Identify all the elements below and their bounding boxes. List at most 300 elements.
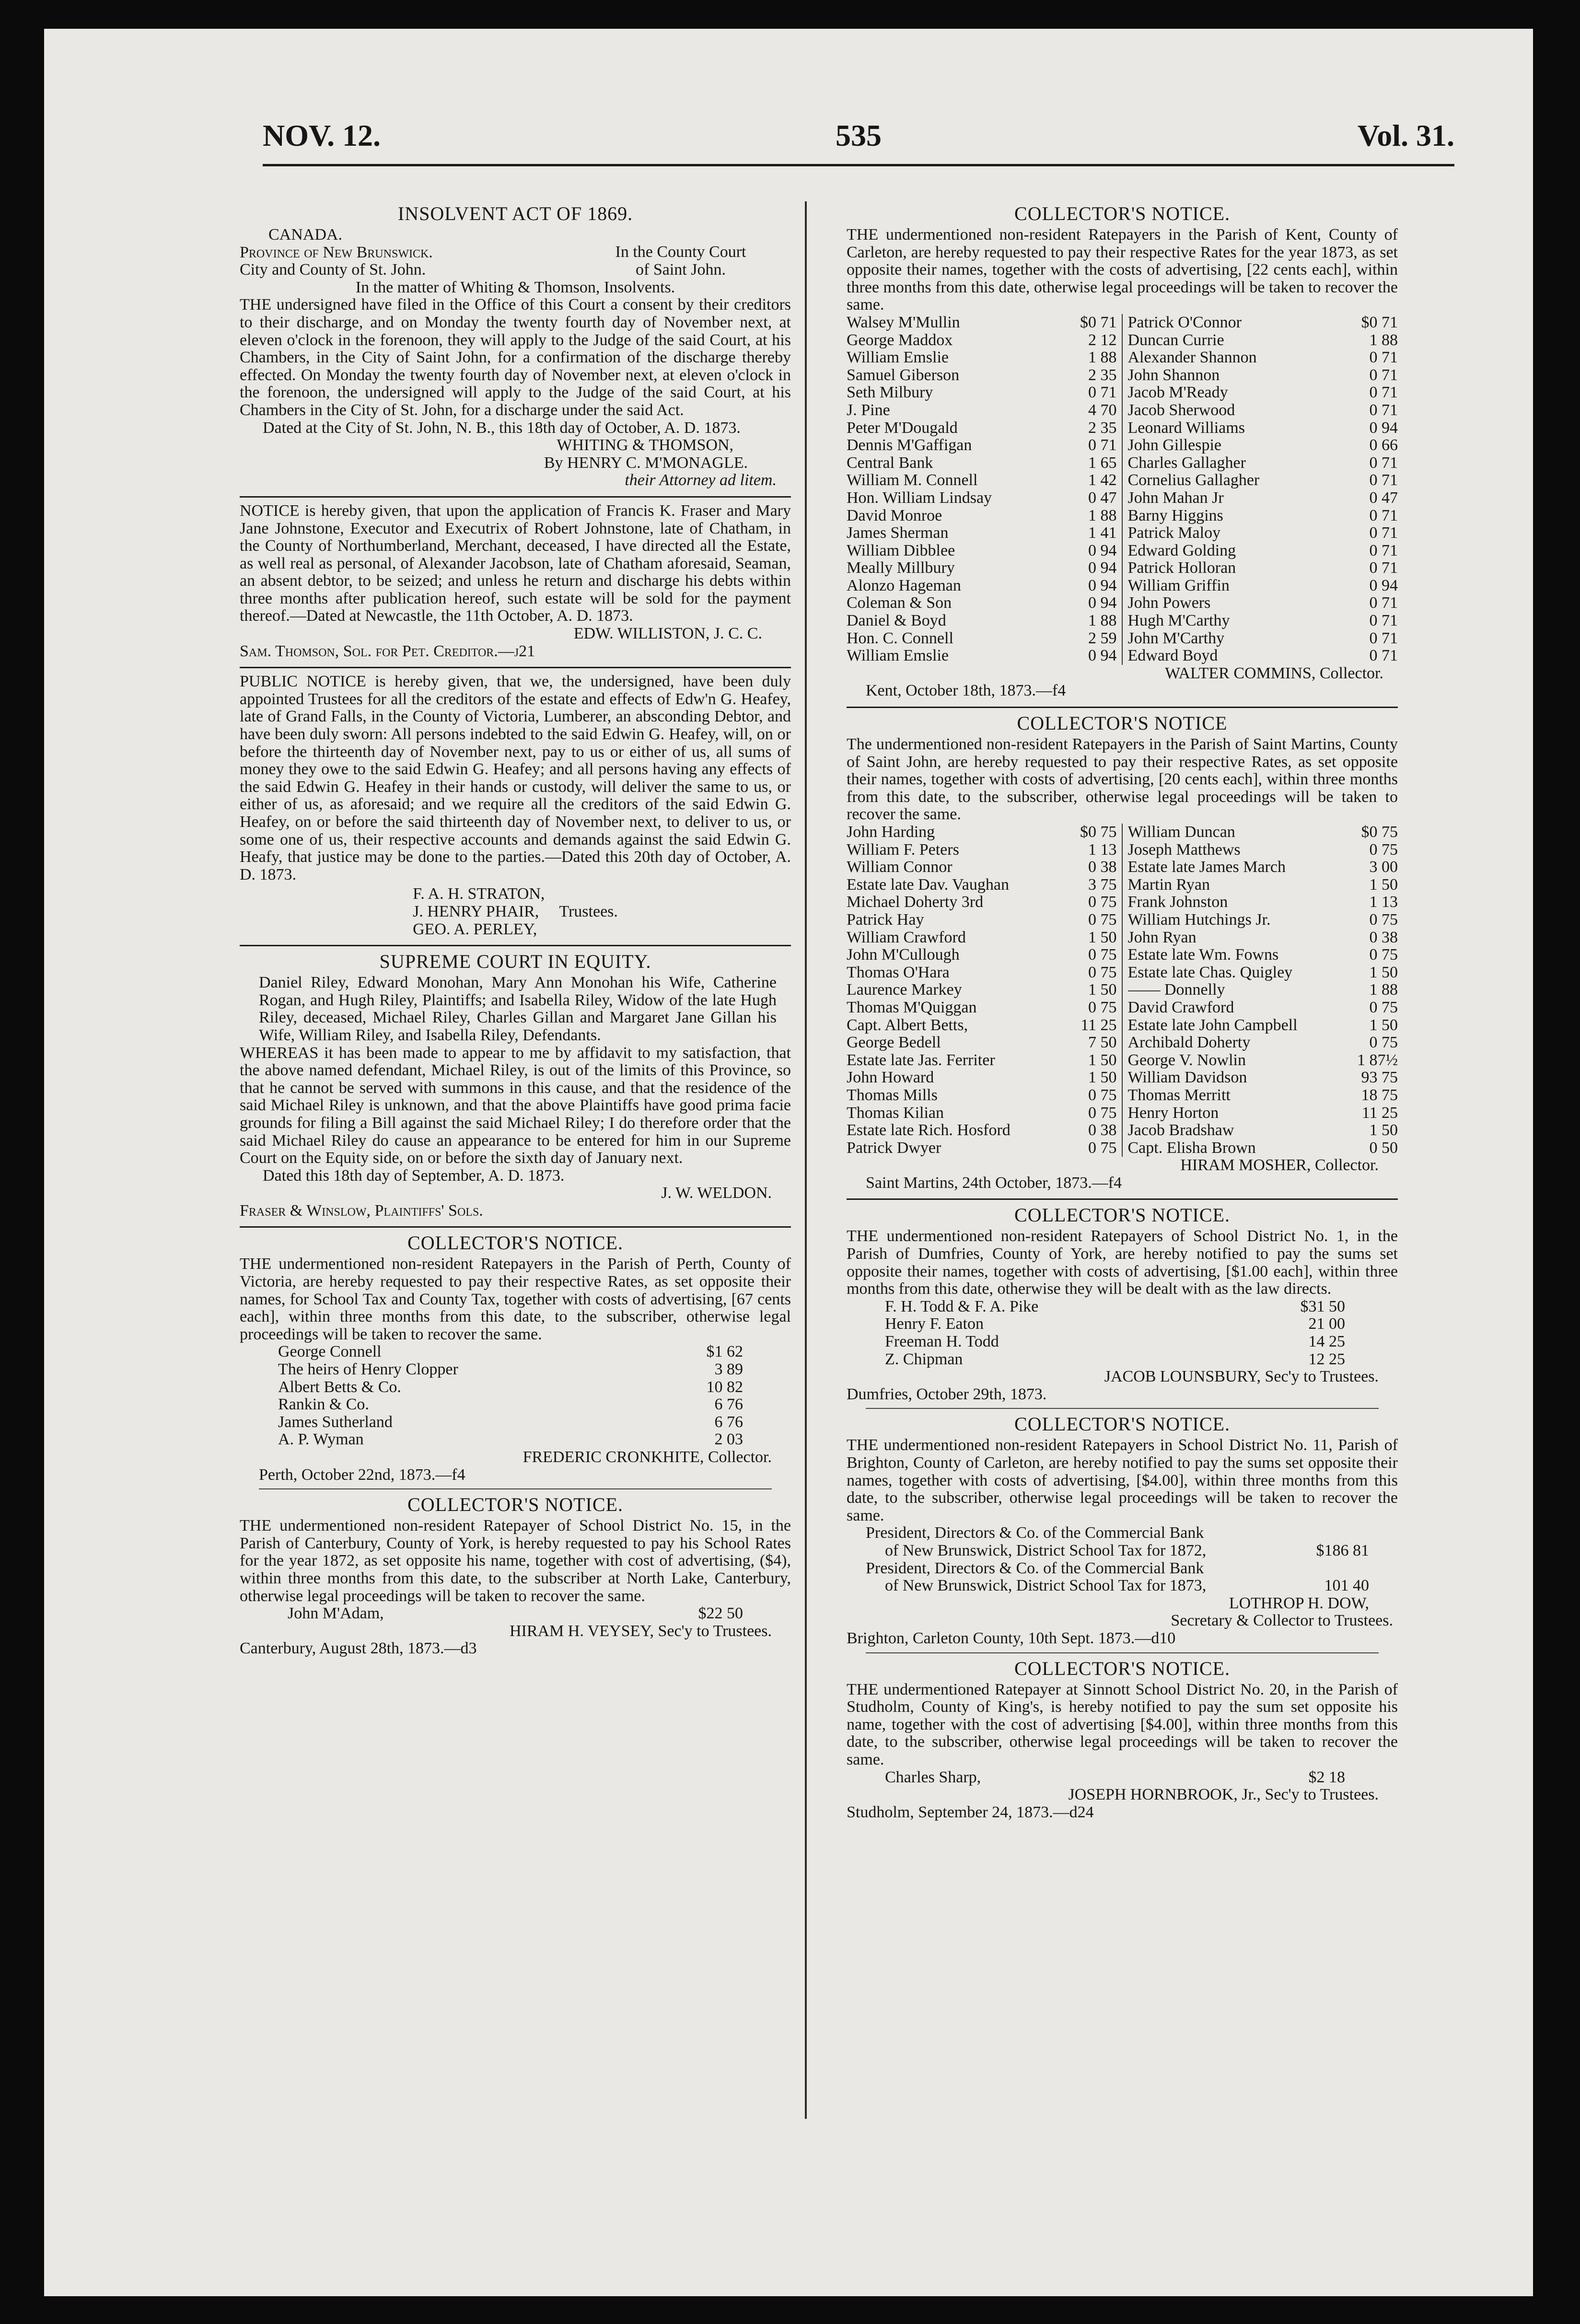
ratepayer-amount: 0 94 [1088, 647, 1117, 665]
ratepayer-name: Leonard Williams [1127, 419, 1245, 437]
supreme-sig: J. W. WELDON. [661, 1184, 772, 1202]
ratepayer-amount: $0 75 [1080, 823, 1117, 841]
dumfries-title: COLLECTOR'S NOTICE. [1014, 1204, 1230, 1226]
dumfries-notice [847, 1205, 1398, 1403]
ratepayer-name: Joseph Matthews [1127, 841, 1241, 859]
ratepayer-name: Patrick Hay [847, 911, 924, 929]
dumfries-sig: JACOB LOUNSBURY, Sec'y to Trustees. [1104, 1368, 1379, 1386]
ratepayer-amount: 0 38 [1369, 928, 1398, 946]
ratepayer-name: Thomas Kilian [847, 1104, 944, 1122]
table-row [1128, 981, 1398, 999]
ratepayer-name: John Mahan Jr [1127, 489, 1224, 507]
ratepayer-amount: 0 71 [1369, 349, 1398, 367]
perth-dated: Perth, October 22nd, 1873.—f4 [259, 1465, 465, 1484]
ratepayer-name: William M. Connell [847, 472, 978, 489]
table-row [1128, 367, 1398, 384]
ratepayer-name: Thomas Mills [847, 1086, 938, 1104]
canterbury-notice [240, 1494, 791, 1658]
ratepayer-amount: 0 71 [1369, 559, 1398, 577]
section-rule [240, 945, 791, 946]
ratepayer-name: William Emslie [847, 349, 949, 367]
list-item: Albert Betts & Co. 10 82 [278, 1378, 743, 1396]
table-row [847, 964, 1117, 982]
ratepayer-name: Hon. William Lindsay [847, 489, 992, 507]
list-item: Freeman H. Todd 14 25 [885, 1333, 1345, 1351]
section-rule [847, 1198, 1398, 1200]
table-row [847, 1104, 1117, 1122]
ratepayer-amount: 2 35 [1088, 366, 1117, 384]
table-row [1128, 349, 1398, 367]
ratepayer-amount: 0 75 [1088, 963, 1117, 981]
insolvent-canada: CANADA. [268, 226, 342, 244]
ratepayer-name: Patrick O'Connor [1127, 314, 1242, 331]
ratepayer-amount: $0 71 [1361, 313, 1398, 331]
perth-sig: FREDERIC CRONKHITE, Collector. [523, 1448, 772, 1466]
table-row [1128, 911, 1398, 929]
ratepayer-amount: 1 88 [1088, 506, 1117, 524]
table-row [847, 1122, 1117, 1139]
ratepayer-amount: 0 75 [1088, 1139, 1117, 1157]
studholm-title: COLLECTOR'S NOTICE. [1014, 1657, 1230, 1679]
ratepayer-name: Michael Doherty 3rd [847, 894, 984, 911]
table-row [847, 1017, 1117, 1034]
table-row [847, 437, 1117, 454]
ratepayer-name: Estate late Dav. Vaughan [847, 876, 1009, 894]
ratepayer-name: William Emslie [847, 647, 949, 665]
ratepayer-name: William Connor [847, 859, 953, 876]
table-row [1128, 1104, 1398, 1122]
list-item: Henry F. Eaton 21 00 [885, 1315, 1345, 1333]
table-row [1128, 489, 1398, 507]
ratepayer-name: Capt. Albert Betts, [847, 1016, 968, 1034]
table-row [847, 577, 1117, 595]
insolvent-title: INSOLVENT ACT OF 1869. [397, 203, 633, 224]
table-row [1128, 577, 1398, 595]
ratepayer-name: Jacob M'Ready [1127, 384, 1228, 402]
table-divider [1122, 314, 1123, 665]
table-row [1128, 559, 1398, 577]
perth-title: COLLECTOR'S NOTICE. [407, 1232, 623, 1254]
table-divider [1122, 824, 1123, 1157]
table-row [847, 384, 1117, 402]
ratepayer-name: Barny Higgins [1127, 507, 1223, 524]
table-row [847, 612, 1117, 630]
ratepayer-amount: 0 75 [1369, 998, 1398, 1016]
ratepayer-name: William F. Peters [847, 841, 959, 859]
header-page-number: 535 [836, 118, 882, 152]
ratepayer-amount: 0 71 [1369, 629, 1398, 647]
ratepayer-name: Jacob Sherwood [1127, 401, 1235, 419]
stmartins-sig: HIRAM MOSHER, Collector. [1180, 1156, 1379, 1174]
table-row [847, 594, 1117, 612]
list-item: of New Brunswick, District School Tax for 1873, 101 40 [885, 1577, 1369, 1595]
table-row [1128, 946, 1398, 964]
dumfries-dated: Dumfries, October 29th, 1873. [847, 1385, 1047, 1403]
table-row [1128, 1122, 1398, 1139]
ratepayer-amount: 1 88 [1369, 331, 1398, 349]
table-row [847, 332, 1117, 349]
ratepayer-name: Henry Horton [1127, 1104, 1219, 1122]
ratepayer-amount: 0 71 [1369, 541, 1398, 559]
ratepayer-amount: 1 87½ [1357, 1051, 1398, 1069]
brighton-title: COLLECTOR'S NOTICE. [1014, 1413, 1230, 1435]
ratepayer-amount: 0 94 [1369, 576, 1398, 594]
insolvent-sig1: WHITING & THOMSON, [557, 436, 733, 454]
stmartins-dated: Saint Martins, 24th October, 1873.—f4 [866, 1174, 1122, 1192]
table-row [1128, 876, 1398, 894]
ratepayer-amount: 0 71 [1369, 383, 1398, 402]
ratepayer-name: Estate late Jas. Ferriter [847, 1051, 995, 1069]
insolvent-dated: Dated at the City of St. John, N. B., this 18th day of October, A. D. 1873. [263, 418, 741, 437]
table-row [847, 559, 1117, 577]
heafey-body: PUBLIC NOTICE is hereby given, that we, the undersigned, have been duly appointed Trustees for all the creditors of the estate and effects of Edw'n G. Heafey, late of Grand Falls, in the County of Victoria, Lumberer, an absconding Debtor, and have been duly sworn: All persons indebted to the said Edwin G. Heafey, will, on or before the thirteenth day of November next, pay to us or either of us, all sums of money they owe to the said Edwin G. Heafey; and all persons having any effects of the said Edwin G. Heafey in their hands or custody, will deliver the same to us, or either of us, as aforesaid; and we require all the creditors of the said Edwin G. Heafey, on or before the said thirteenth day of November next, to deliver to us, or some one of us, their respective accounts and demands against the said Edwin G. Heafy, that justice may be done to the parties.—Dated this 20th day of October, A. D. 1873. [240, 673, 791, 883]
ratepayer-name: William Dibblee [847, 542, 955, 559]
ratepayer-name: Estate late Chas. Quigley [1127, 964, 1293, 981]
ratepayer-name: John Harding [847, 824, 935, 841]
ratepayer-name: Alonzo Hageman [847, 577, 961, 594]
table-row [1128, 437, 1398, 454]
fraser-sig: EDW. WILLISTON, J. C. C. [573, 625, 762, 643]
ratepayer-name: Jacob Bradshaw [1127, 1122, 1234, 1139]
brighton-body: THE undermentioned non-resident Ratepayers in School District No. 11, Parish of Brighton, County of Carleton, are hereby notified to pay the sums set opposite their names, together with costs of advertising, [$4.00], within three months from this date, to the subscriber, otherwise legal proceedings will be taken to recover the same. [847, 1436, 1398, 1524]
insolvent-act-notice [240, 203, 791, 489]
table-row [1128, 647, 1398, 665]
ratepayer-amount: 2 59 [1088, 629, 1117, 647]
ratepayer-amount: 0 71 [1369, 453, 1398, 472]
ratepayer-name: Laurence Markey [847, 981, 962, 999]
insolvent-sig2: By HENRY C. M'MONAGLE. [544, 453, 748, 472]
left-column [240, 201, 791, 1658]
ratepayer-name: Estate late John Campbell [1127, 1016, 1298, 1034]
table-row [1128, 612, 1398, 630]
ratepayer-name: Central Bank [847, 454, 933, 472]
ratepayer-name: Coleman & Son [847, 594, 952, 612]
ratepayer-amount: 0 94 [1088, 559, 1117, 577]
ratepayer-name: Estate late Rich. Hosford [847, 1122, 1011, 1139]
ratepayer-amount: 0 75 [1369, 1034, 1398, 1052]
kent-title: COLLECTOR'S NOTICE. [1014, 203, 1230, 224]
ratepayer-name: Thomas Merritt [1127, 1086, 1231, 1104]
header-volume: Vol. 31. [1357, 118, 1454, 152]
ratepayer-name: Hugh M'Carthy [1127, 612, 1230, 630]
ratepayer-name: John Ryan [1127, 929, 1197, 946]
table-row [847, 507, 1117, 525]
table-row [847, 1069, 1117, 1087]
list-item: of New Brunswick, District School Tax for 1872, $186 81 [885, 1541, 1369, 1559]
ratepayer-name: William Davidson [1127, 1069, 1247, 1087]
brighton-notice [847, 1414, 1398, 1647]
ratepayer-amount: 0 71 [1088, 383, 1117, 402]
table-row [847, 841, 1117, 859]
ratepayer-amount: 93 75 [1361, 1069, 1398, 1087]
stmartins-table [847, 824, 1398, 1157]
ratepayer-name: Patrick Holloran [1127, 559, 1236, 577]
ratepayer-amount: 3 75 [1088, 875, 1117, 894]
insolvent-sig3: their Attorney ad litem. [625, 471, 777, 489]
ratepayer-amount: 2 12 [1088, 331, 1117, 349]
table-row [1128, 824, 1398, 841]
table-row [847, 1052, 1117, 1069]
section-rule [240, 1226, 791, 1228]
ratepayer-name: Patrick Dwyer [847, 1139, 941, 1157]
ratepayer-amount: 11 25 [1080, 1016, 1117, 1034]
supreme-court-notice [240, 951, 791, 1220]
ratepayer-name: James Sherman [847, 524, 949, 542]
ratepayer-amount: $0 71 [1080, 313, 1117, 331]
ratepayer-name: Peter M'Dougald [847, 419, 958, 437]
table-column [1128, 314, 1398, 665]
kent-sig: WALTER COMMINS, Collector. [1165, 664, 1383, 682]
insolvent-court1: In the County Court [615, 243, 746, 261]
table-row [847, 999, 1117, 1017]
fraser-body: NOTICE is hereby given, that upon the application of Francis K. Fraser and Mary Jane Johnstone, Executor and Executrix of Robert Johnstone, late of Chatham, in the County of Northumberland, Merchant, deceased, I have directed all the Estate, as well real as personal, of Alexander Jacobson, late of Chatham aforesaid, Seaman, an absent debtor, to be seized; and unless he return and discharge his debts within three months after publication hereof, such estate will be sold for the payment thereof.—Dated at Newcastle, the 11th October, A. D. 1873. [240, 501, 791, 625]
kent-notice [847, 203, 1398, 700]
table-row [847, 876, 1117, 894]
ratepayer-amount: 0 71 [1369, 471, 1398, 489]
ratepayer-name: William Griffin [1127, 577, 1230, 594]
canterbury-sig: HIRAM H. VEYSEY, Sec'y to Trustees. [509, 1622, 772, 1640]
list-item: The heirs of Henry Clopper 3 89 [278, 1360, 743, 1379]
list-item: George Connell $1 62 [278, 1343, 743, 1361]
table-row [1128, 630, 1398, 648]
ratepayer-amount: 0 71 [1369, 647, 1398, 665]
ratepayer-name: William Duncan [1127, 824, 1235, 841]
trustee-3: GEO. A. PERLEY, [413, 920, 537, 938]
ratepayer-name: Charles Gallagher [1127, 454, 1246, 472]
ratepayer-amount: 1 50 [1088, 1069, 1117, 1087]
ratepayer-amount: 1 13 [1369, 893, 1398, 911]
table-row [847, 859, 1117, 876]
table-row [847, 1034, 1117, 1052]
ratepayer-amount: $0 75 [1361, 823, 1398, 841]
table-row [1128, 332, 1398, 349]
kent-table [847, 314, 1398, 665]
ratepayer-name: Frank Johnston [1127, 894, 1228, 911]
ratepayer-name: J. Pine [847, 401, 890, 419]
insolvent-province: Province of New Brunswick. [240, 243, 433, 261]
ratepayer-amount: 0 75 [1369, 910, 1398, 929]
table-row [1128, 384, 1398, 402]
section-rule [259, 1488, 772, 1489]
table-column [847, 824, 1117, 1157]
studholm-sig: JOSEPH HORNBROOK, Jr., Sec'y to Trustees. [1068, 1786, 1379, 1804]
table-row [847, 349, 1117, 367]
section-rule [866, 1408, 1379, 1409]
list-item: Z. Chipman 12 25 [885, 1350, 1345, 1368]
table-row [847, 929, 1117, 947]
ratepayer-amount: 0 71 [1369, 401, 1398, 419]
ratepayer-amount: 0 75 [1369, 946, 1398, 964]
supreme-body: WHEREAS it has been made to appear to me by affidavit to my satisfaction, that the above named defendant, Michael Riley, is out of the limits of this Province, so that he cannot be served with summons in this cause, and that the residence of the said Michael Riley is unknown, and that the above Plaintiffs have good prima facie grounds for filing a Bill against the said Michael Riley; I do therefore order that the said Michael Riley do cause an appearance to be entered for him in our Supreme Court on the Equity side, on or before the sixth day of January next. [240, 1044, 791, 1167]
header-date: NOV. 12. [263, 118, 381, 152]
table-row [847, 524, 1117, 542]
table-row [847, 367, 1117, 384]
stmartins-title: COLLECTOR'S NOTICE [1017, 712, 1228, 734]
ratepayer-amount: 0 75 [1088, 910, 1117, 929]
supreme-parties: Daniel Riley, Edward Monohan, Mary Ann Monohan his Wife, Catherine Rogan, and Hugh Riley, Plaintiffs; and Isabella Riley, Widow of the late Hugh Riley, deceased, Michael Riley, Charles Gillan and Margaret Jane Gillan his Wife, William Riley, and Isabella Riley, Defendants. [259, 974, 777, 1044]
table-row [1128, 1034, 1398, 1052]
ratepayer-amount: 0 71 [1088, 436, 1117, 454]
table-row [1128, 524, 1398, 542]
ratepayer-amount: 0 94 [1088, 594, 1117, 612]
ratepayer-name: David Crawford [1127, 999, 1234, 1016]
ratepayer-amount: 0 75 [1088, 998, 1117, 1016]
fraser-sol: Sam. Thomson, Sol. for Pet. Creditor.—j21 [240, 642, 535, 660]
ratepayer-amount: 0 71 [1369, 524, 1398, 542]
header-rule [263, 164, 1454, 166]
table-row [1128, 472, 1398, 489]
ratepayer-amount: 0 47 [1088, 488, 1117, 507]
table-row [1128, 841, 1398, 859]
stmartins-body: The undermentioned non-resident Ratepayers in the Parish of Saint Martins, County of Saint John, are hereby requested to pay their respective Rates, as set opposite their names, together with costs of advertising, [20 cents each], within three months from this date, to the subscriber, otherwise legal proceedings will be taken to recover the same. [847, 735, 1398, 824]
ratepayer-amount: 1 50 [1088, 981, 1117, 999]
ratepayer-amount: 0 38 [1088, 858, 1117, 876]
table-row [1128, 454, 1398, 472]
table-row [1128, 1069, 1398, 1087]
ratepayer-name: Cornelius Gallagher [1127, 472, 1260, 489]
ratepayer-amount: 0 71 [1369, 594, 1398, 612]
ratepayer-name: Thomas O'Hara [847, 964, 950, 981]
insolvent-city: City and County of St. John. [240, 261, 426, 279]
table-row [847, 402, 1117, 419]
ratepayer-name: Meally Millbury [847, 559, 955, 577]
ratepayer-amount: 0 75 [1088, 1104, 1117, 1122]
ratepayer-name: John M'Cullough [847, 946, 960, 964]
table-row [1128, 859, 1398, 876]
insolvent-body: THE undersigned have filed in the Office of this Court a consent by their creditors to their discharge, and on Monday the twenty fourth day of November next, at eleven o'clock in the forenoon, they will apply to the Judge of the said Court, at his Chambers, in the City of Saint John, for a confirmation of the discharge thereby effected. On Monday the twenty fourth day of November next, at eleven o'clock in the forenoon, the undersigned will apply to the Judge of the said Court, at his Chambers in the City of St. John, for a discharge under the said Act. [240, 296, 791, 419]
ratepayer-name: Alexander Shannon [1127, 349, 1257, 367]
ratepayer-amount: 7 50 [1088, 1034, 1117, 1052]
ratepayer-name: John M'Carthy [1127, 629, 1225, 647]
section-rule [866, 1652, 1379, 1653]
ratepayer-amount: 1 50 [1369, 1121, 1398, 1139]
section-rule [847, 707, 1398, 708]
canterbury-body: THE undermentioned non-resident Ratepayer of School District No. 15, in the Parish of Canterbury, County of York, is hereby requested to pay his School Rates for the year 1872, as set opposite his name, together with cost of advertising, ($4), within three months from this date, to the subscriber at North Lake, Canterbury, otherwise legal proceedings will be taken to recover the same. [240, 1517, 791, 1605]
ratepayer-name: Dennis M'Gaffigan [847, 437, 972, 454]
list-item: F. H. Todd & F. A. Pike $31 50 [885, 1297, 1345, 1315]
list-item: Charles Sharp, $2 18 [885, 1768, 1345, 1786]
page-header [263, 114, 1454, 157]
list-item: John M'Adam, $22 50 [288, 1604, 743, 1623]
ratepayer-amount: 1 88 [1088, 349, 1117, 367]
ratepayer-name: George Maddox [847, 331, 953, 349]
table-row [1128, 542, 1398, 560]
table-row [847, 946, 1117, 964]
table-row [847, 894, 1117, 911]
ratepayer-amount: 4 70 [1088, 401, 1117, 419]
insolvent-matter: In the matter of Whiting & Thomson, Insolvents. [355, 278, 675, 296]
perth-notice [240, 1232, 791, 1484]
table-row [1128, 894, 1398, 911]
ratepayer-amount: 1 88 [1088, 612, 1117, 630]
right-column [847, 201, 1398, 1821]
ratepayer-amount: 1 13 [1088, 840, 1117, 859]
kent-dated: Kent, October 18th, 1873.—f4 [866, 682, 1066, 700]
table-column [847, 314, 1117, 665]
table-row [847, 1139, 1117, 1157]
ratepayer-name: David Monroe [847, 507, 942, 524]
table-row [1128, 402, 1398, 419]
ratepayer-amount: 3 00 [1369, 858, 1398, 876]
ratepayer-name: Walsey M'Mullin [847, 314, 960, 331]
table-column [1128, 824, 1398, 1157]
studholm-body: THE undermentioned Ratepayer at Sinnott School District No. 20, in the Parish of Studholm, County of King's, is hereby notified to pay the sum set opposite his name, together with the cost of advertising [$4.00], within three months from this date, to the subscriber, otherwise legal proceedings will be taken to recover the same. [847, 1680, 1398, 1768]
table-row [1128, 419, 1398, 437]
ratepayer-name: Hon. C. Connell [847, 629, 953, 647]
table-row [1128, 314, 1398, 332]
table-row [1128, 999, 1398, 1017]
ratepayer-amount: 0 71 [1369, 506, 1398, 524]
table-row [847, 630, 1117, 648]
canterbury-dated: Canterbury, August 28th, 1873.—d3 [240, 1639, 477, 1658]
ratepayer-amount: 1 42 [1088, 471, 1117, 489]
ratepayer-name: —— Donnelly [1127, 981, 1225, 999]
ratepayer-name: William Hutchings Jr. [1127, 911, 1271, 929]
column-divider [805, 201, 807, 2119]
supreme-title: SUPREME COURT IN EQUITY. [379, 951, 651, 973]
perth-body: THE undermentioned non-resident Ratepayers in the Parish of Perth, County of Victoria, are hereby requested to pay their respective Rates, as set opposite their names, for School Tax and County Tax, together with costs of advertising, [67 cents each], within three months from this date, to the subscriber, otherwise legal proceedings will be taken to recover the same. [240, 1255, 791, 1343]
ratepayer-amount: 1 50 [1088, 1051, 1117, 1069]
ratepayer-amount: 0 50 [1369, 1139, 1398, 1157]
table-row [847, 911, 1117, 929]
table-row [1128, 964, 1398, 982]
ratepayer-amount: 0 75 [1088, 1086, 1117, 1104]
ratepayer-amount: 1 50 [1369, 1016, 1398, 1034]
brighton-sig1: LOTHROP H. DOW, [1229, 1594, 1369, 1612]
list-item: Rankin & Co. 6 76 [278, 1395, 743, 1414]
table-row [1128, 1087, 1398, 1104]
supreme-dated: Dated this 18th day of September, A. D. 1873. [263, 1166, 565, 1185]
table-row [847, 454, 1117, 472]
ratepayer-amount: 0 71 [1369, 366, 1398, 384]
stmartins-notice [847, 713, 1398, 1192]
brighton-item1a: President, Directors & Co. of the Commercial Bank [866, 1524, 1204, 1542]
ratepayer-amount: 0 75 [1369, 840, 1398, 859]
section-rule [240, 496, 791, 498]
ratepayer-name: Seth Milbury [847, 384, 933, 402]
table-row [847, 647, 1117, 665]
ratepayer-amount: 0 94 [1088, 576, 1117, 594]
ratepayer-name: Edward Golding [1127, 542, 1236, 559]
ratepayer-name: John Gillespie [1127, 437, 1221, 454]
table-row [1128, 929, 1398, 947]
ratepayer-amount: 2 35 [1088, 418, 1117, 437]
ratepayer-amount: 0 71 [1369, 612, 1398, 630]
brighton-dated: Brighton, Carleton County, 10th Sept. 1873.—d10 [847, 1629, 1176, 1647]
list-item: James Sutherland 6 76 [278, 1413, 743, 1431]
ratepayer-name: Capt. Elisha Brown [1127, 1139, 1256, 1157]
studholm-dated: Studholm, September 24, 1873.—d24 [847, 1803, 1094, 1821]
ratepayer-amount: 0 75 [1088, 946, 1117, 964]
table-row [847, 981, 1117, 999]
table-row [1128, 594, 1398, 612]
trustee-1: F. A. H. STRATON, [413, 885, 545, 903]
canterbury-title: COLLECTOR'S NOTICE. [407, 1494, 623, 1516]
fraser-notice [240, 502, 791, 660]
brighton-item2a: President, Directors & Co. of the Commercial Bank [866, 1559, 1204, 1577]
ratepayer-name: Estate late Wm. Fowns [1127, 946, 1279, 964]
ratepayer-amount: 1 50 [1369, 963, 1398, 981]
ratepayer-name: Estate late James March [1127, 859, 1286, 876]
table-row [1128, 1017, 1398, 1034]
brighton-sig2: Secretary & Collector to Trustees. [1171, 1612, 1393, 1630]
ratepayer-name: Daniel & Boyd [847, 612, 946, 630]
ratepayer-name: George Bedell [847, 1034, 941, 1052]
section-rule [240, 667, 791, 668]
ratepayer-name: Patrick Maloy [1127, 524, 1221, 542]
ratepayer-amount: 0 38 [1088, 1121, 1117, 1139]
table-row [1128, 1139, 1398, 1157]
